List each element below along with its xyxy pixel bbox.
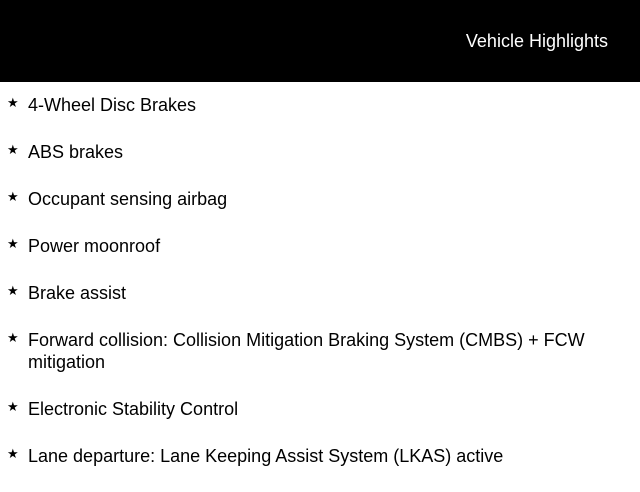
feature-label: Power moonroof bbox=[28, 236, 161, 256]
star-icon: ★ bbox=[7, 400, 19, 415]
feature-item bbox=[0, 282, 640, 304]
feature-item bbox=[0, 398, 640, 420]
feature-label: Brake assist bbox=[28, 283, 127, 303]
star-icon: ★ bbox=[7, 284, 19, 299]
star-icon: ★ bbox=[7, 96, 19, 111]
feature-item bbox=[0, 235, 640, 257]
feature-item bbox=[0, 329, 640, 373]
star-icon: ★ bbox=[7, 190, 19, 205]
feature-label: Occupant sensing airbag bbox=[28, 189, 228, 209]
star-icon: ★ bbox=[7, 331, 19, 346]
star-icon: ★ bbox=[7, 143, 19, 158]
star-icon: ★ bbox=[7, 237, 19, 252]
feature-item bbox=[0, 445, 640, 467]
header-bar bbox=[0, 0, 640, 82]
feature-label: Lane departure: Lane Keeping Assist System (LKAS) active bbox=[28, 446, 504, 466]
feature-item bbox=[0, 94, 640, 116]
star-icon: ★ bbox=[7, 447, 19, 462]
feature-label: Electronic Stability Control bbox=[28, 399, 239, 419]
feature-list bbox=[0, 94, 640, 492]
page-title: Vehicle Highlights bbox=[465, 31, 608, 51]
feature-item bbox=[0, 141, 640, 163]
feature-label: 4-Wheel Disc Brakes bbox=[28, 95, 197, 115]
feature-label: Forward collision: Collision Mitigation Braking System (CMBS) + FCW mitigation bbox=[28, 330, 585, 372]
feature-item bbox=[0, 188, 640, 210]
feature-label: ABS brakes bbox=[28, 142, 124, 162]
